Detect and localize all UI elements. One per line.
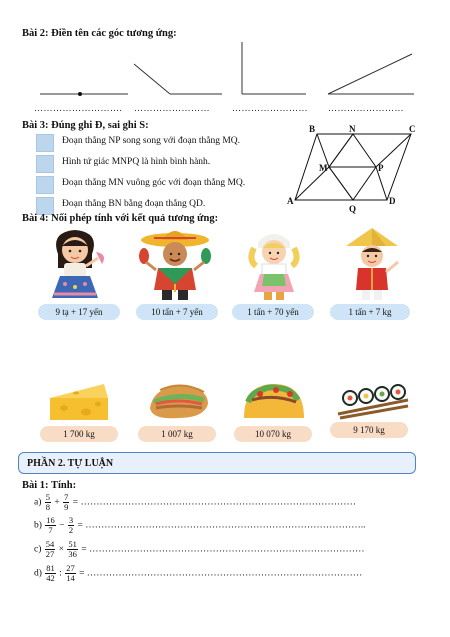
problem-label: b) <box>34 520 42 531</box>
equals-sign: = <box>77 520 83 531</box>
statement-4: Đoạn thẳng BN bằng đoạn thẳng QD. <box>62 199 206 209</box>
bai3-title: Bài 3: Đúng ghi Đ, sai ghi S: <box>22 120 149 131</box>
label-B: B <box>309 124 316 134</box>
section-header: PHẦN 2. TỰ LUẬN <box>18 452 416 474</box>
taco-icon <box>238 378 308 424</box>
fraction: $\frac{5}{8}$ <box>45 492 51 512</box>
answer-line[interactable]: …………………………………………………………………………….. <box>85 520 366 531</box>
fraction: $\frac{16}{7}$ <box>46 515 55 535</box>
obtuse-angle-icon <box>134 64 222 94</box>
operator: + <box>54 497 60 508</box>
equals-sign: = <box>81 544 87 555</box>
mexican-boy-icon <box>134 226 216 302</box>
result-4[interactable]: 9 170 kg <box>330 422 408 438</box>
acute-angle-icon <box>328 54 414 94</box>
problem-label: a) <box>34 497 42 508</box>
problem-b <box>34 516 366 535</box>
angle-answer-1[interactable]: ………………………. <box>34 103 123 113</box>
expression-4[interactable]: 1 tấn + 7 kg <box>330 304 410 320</box>
expression-2[interactable]: 10 tấn + 7 yến <box>136 304 218 320</box>
vietnamese-boy-icon <box>340 226 404 302</box>
result-3[interactable]: 10 070 kg <box>234 426 312 442</box>
answer-line[interactable]: …………………………………………………………………………… <box>86 568 363 579</box>
fraction: $\frac{27}{14}$ <box>66 563 75 583</box>
label-P: P <box>378 163 384 173</box>
operator: − <box>59 520 65 531</box>
answer-line[interactable]: …………………………………………………………………………… <box>80 497 356 508</box>
sushi-icon <box>336 380 410 422</box>
answer-box-2[interactable] <box>36 155 54 173</box>
label-N: N <box>349 124 356 134</box>
label-C: C <box>409 124 416 134</box>
answer-line[interactable]: …………………………………………………………………………… <box>88 544 365 555</box>
girl-dancer-icon <box>40 224 110 302</box>
statement-3: Đoạn thẳng MN vuông góc với đoạn thẳng MQ. <box>62 178 246 188</box>
angle-answer-4[interactable]: …………………… <box>328 103 404 113</box>
bai4-title: Bài 4: Nối phép tính với kết quả tương ứng: <box>22 213 219 224</box>
equals-sign: = <box>79 568 85 579</box>
expression-3[interactable]: 1 tấn + 70 yến <box>232 304 314 320</box>
problem-d <box>34 564 362 583</box>
fraction: $\frac{51}{36}$ <box>68 539 77 559</box>
statement-2: Hình tứ giác MNPQ là hình bình hành. <box>62 157 211 167</box>
label-A: A <box>287 196 294 206</box>
label-Q: Q <box>349 204 357 214</box>
operator: × <box>58 544 64 555</box>
problem-c <box>34 540 364 559</box>
straight-angle-icon <box>40 92 128 96</box>
angle-answer-2[interactable]: …………………… <box>134 103 210 113</box>
parallelogram-figure <box>285 124 425 216</box>
bai2-title: Bài 2: Điền tên các góc tương ứng: <box>22 28 177 39</box>
problem-label: d) <box>34 568 42 579</box>
answer-box-1[interactable] <box>36 134 54 152</box>
dutch-girl-icon <box>246 226 302 302</box>
right-angle-icon <box>242 42 306 94</box>
result-2[interactable]: 1 007 kg <box>138 426 216 442</box>
fraction: $\frac{81}{42}$ <box>46 563 55 583</box>
banh-mi-icon <box>146 378 212 424</box>
fraction: $\frac{54}{27}$ <box>45 539 55 559</box>
expression-1[interactable]: 9 tạ + 17 yến <box>38 304 120 320</box>
equals-sign: = <box>72 497 79 508</box>
cheese-icon <box>46 376 112 424</box>
operator: : <box>59 568 62 579</box>
problem-label: c) <box>34 544 42 555</box>
label-M: M <box>319 163 328 173</box>
fraction: $\frac{7}{9}$ <box>64 492 69 512</box>
result-1[interactable]: 1 700 kg <box>40 426 118 442</box>
angle-figures <box>30 38 420 108</box>
bai1-title: Bài 1: Tính: <box>22 480 77 491</box>
label-D: D <box>389 196 396 206</box>
statement-1: Đoạn thẳng NP song song với đoạn thẳng MQ. <box>62 136 241 146</box>
answer-box-3[interactable] <box>36 176 54 194</box>
fraction: $\frac{3}{2}$ <box>68 515 74 535</box>
problem-a <box>34 493 356 512</box>
angle-answer-3[interactable]: …………………… <box>232 103 308 113</box>
